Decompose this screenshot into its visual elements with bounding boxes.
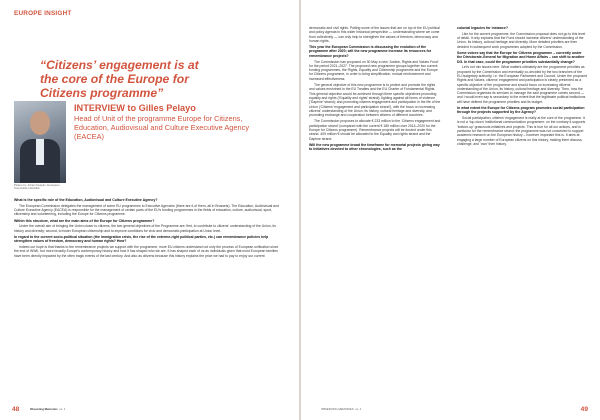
paragraph: Indeed our hope is that thanks to the remembrance projects we support with the programme, more EU citizens understand not only the process of European unification since the end of WWII, but more broadly Europe’s contemporary history and how it has shaped who we are. It has shaped each of us as individuals given that most European families have been directly impacted by the often tragic events of the last century. And also as citizens because this history explains the price we had to pay to enjoy our current (14, 245, 279, 258)
paragraph: The Commission proposes to allocate € 233 million to the ‘Citizens engagement and participation strand’ (compared with the current € 185 million over 2014–2020 for the Europe for Citizens programme). Remembrance projects will be funded under this strand. 409 million € should be allocated to the Equality and rights strand and the Daphne strand. (309, 119, 441, 141)
page-number-right: 49 (580, 406, 588, 413)
interview-question: In regard to the current socio-political situation (the immigration crisis, the rise of the extreme-right political parties, etc.) can remembrance policies help strengthen values of freedom, democracy and human rights? How? (14, 235, 269, 244)
paragraph: democratic and civil rights. Putting some of the issues that are on top of the EU political and policy agenda in this wider historical perspective — understanding where we come from collectively — can only help to strengthen the values of freedom, democracy and human rights. (309, 26, 440, 43)
paragraph: Like for the current programme, the Commission proposal does not go to this level of detail. It only explains that the Fund should increase citizens’ understanding of the Union, its history, cultural heritage and diversity. More detailed priorities are then decided in subsequent work programmes adopted by the Commission. (457, 31, 586, 49)
paragraph: Let’s not mix issues here. What matters ultimately are the programme priorities as proposed by the Commission and eventually co-decided by the two branches of the EU budgetary authority, i.e. the European Parliament and Council. Under the proposed Rights and Values, citizens’ engagement and participation is clearly presented as a specific objective of the programme and should focus on increasing citizens’ understanding of the Union, its history, cultural heritage and diversity. Then, how the Commission organises its services to manage the said programme comes second — and I would even say is secondary to the extent that the legitimate political institutions will have defined the programme priorities and its budget. (457, 65, 587, 104)
photo-credit: Picture by Johan Fauquin. European Commission EACEA (14, 183, 60, 191)
interview-question: Some voices say that the Europe for Citizens programme – currently under the Directorate-General for Migration and Home Affairs – can shift to another DG. In that case, could the programme priorities substantially change? (457, 50, 585, 64)
interview-question: Will the new programme broad the timeframe for memorial projects giving way to initiatives devoted to other chronologies, such as the (309, 142, 440, 152)
paragraph: The European Commission delegates the management of some EU programmes to Executive Agencies (there are 6 of them, all in Brussels). The Education, Audiovisual and Culture Executive Agency (EACEA) is responsible for the management of certain parts of the EU’s funding programmes in the fields of education, culture, audiovisual, sport, citizenship and volunteering, including the Europe for Citizens programme. (14, 203, 279, 217)
article-headline: “Citizens’ engagement is at the core of the Europe for Citizens programme” (40, 58, 199, 100)
paragraph: Social participation, citizens’ engagement is really at the core of the programme. It is not a ‘top-down’ institutional communication programme: on the contrary it supports ‘bottom-up’ grassroots initiatives and projects. This is true for all our actions, and in particular for the remembrance strand: the programme was not conceived to support academic research on the European history – however important this is. It aims at engaging a large number of European citizens on this history, making them discuss, challenge, and ‘own’ their history. (457, 116, 586, 146)
left-page (0, 0, 299, 420)
publication-name: OBSERVING MEMORIES (321, 407, 354, 411)
interview-subtitle: Head of Unit of the programme Europe for Citizens, Education, Audiovisual and Culture Executive Agency (EACEA) (74, 114, 250, 141)
right-article-column (457, 26, 587, 148)
interview-question: What is the specific role of the Education, Audiovisual and Culture Executive Agency? (14, 198, 158, 202)
paragraph: The Commission has proposed on 30 May a new ‘Justice, Rights and Values Fund’ for the period 2021–2027. The proposed new programme groups together two current funding programmes, the Rights, Equality and Citizenship programme and the Europe for Citizens programme, in order to bring simplification, mutual reinforcement and increased effectiveness. (309, 59, 439, 81)
section-kicker: EUROPE INSIGHT (14, 10, 72, 17)
left-article-column (14, 198, 283, 260)
publication-footer-right (321, 407, 361, 411)
interview-question: colonial legacies for instance? (457, 26, 508, 30)
right-page (301, 0, 600, 420)
interview-question: In what extent the Europe for Citizens program promotes social participation through the projects supported by the Agency? (457, 106, 585, 115)
publication-name: Observing Memories (30, 407, 58, 411)
interview-question: Within this structure, what are the main aims of the Europe for Citizens programme? (14, 218, 155, 223)
paragraph: Under the overall aim of bringing the Union closer to citizens, the two general objectives of the Programme are: first, to contribute to citizens’ understanding of the Union, its history and diversity; second, to foster European citizenship and to improve conditions for civic and democratic participation at Union level. (14, 224, 276, 233)
middle-article-column (309, 26, 441, 153)
interview-question: This year the European Commission is discussing the evolution of the programme after 2020; will the new programme increase its resources for remembrance projects? (309, 45, 432, 58)
page-number-left: 48 (12, 406, 20, 413)
paragraph: The general objective of this new programme is to protect and promote the rights and values enshrined in the EU Treaties and the EU Charter of Fundamental Rights. This general objective would be achieved through three specific objectives promoting equality and rights (‘Equality and rights’ strand); fighting against all forms of violence (‘Daphne’ strand); and promoting citizens engagement and participation in the life of the Union (‘Citizens’ engagement and participation strand’), with the focus on increasing citizens’ understanding of the Union, its history, cultural heritage and diversity, and promoting exchange and cooperation between citizens of different countries. (309, 83, 441, 118)
interviewee-photo (14, 101, 66, 183)
issue-number: no. 1 (59, 407, 66, 411)
publication-footer-left (30, 407, 65, 411)
issue-number: no. 1 (355, 407, 362, 411)
interview-title: INTERVIEW to Gilles Pelayo (74, 103, 196, 113)
